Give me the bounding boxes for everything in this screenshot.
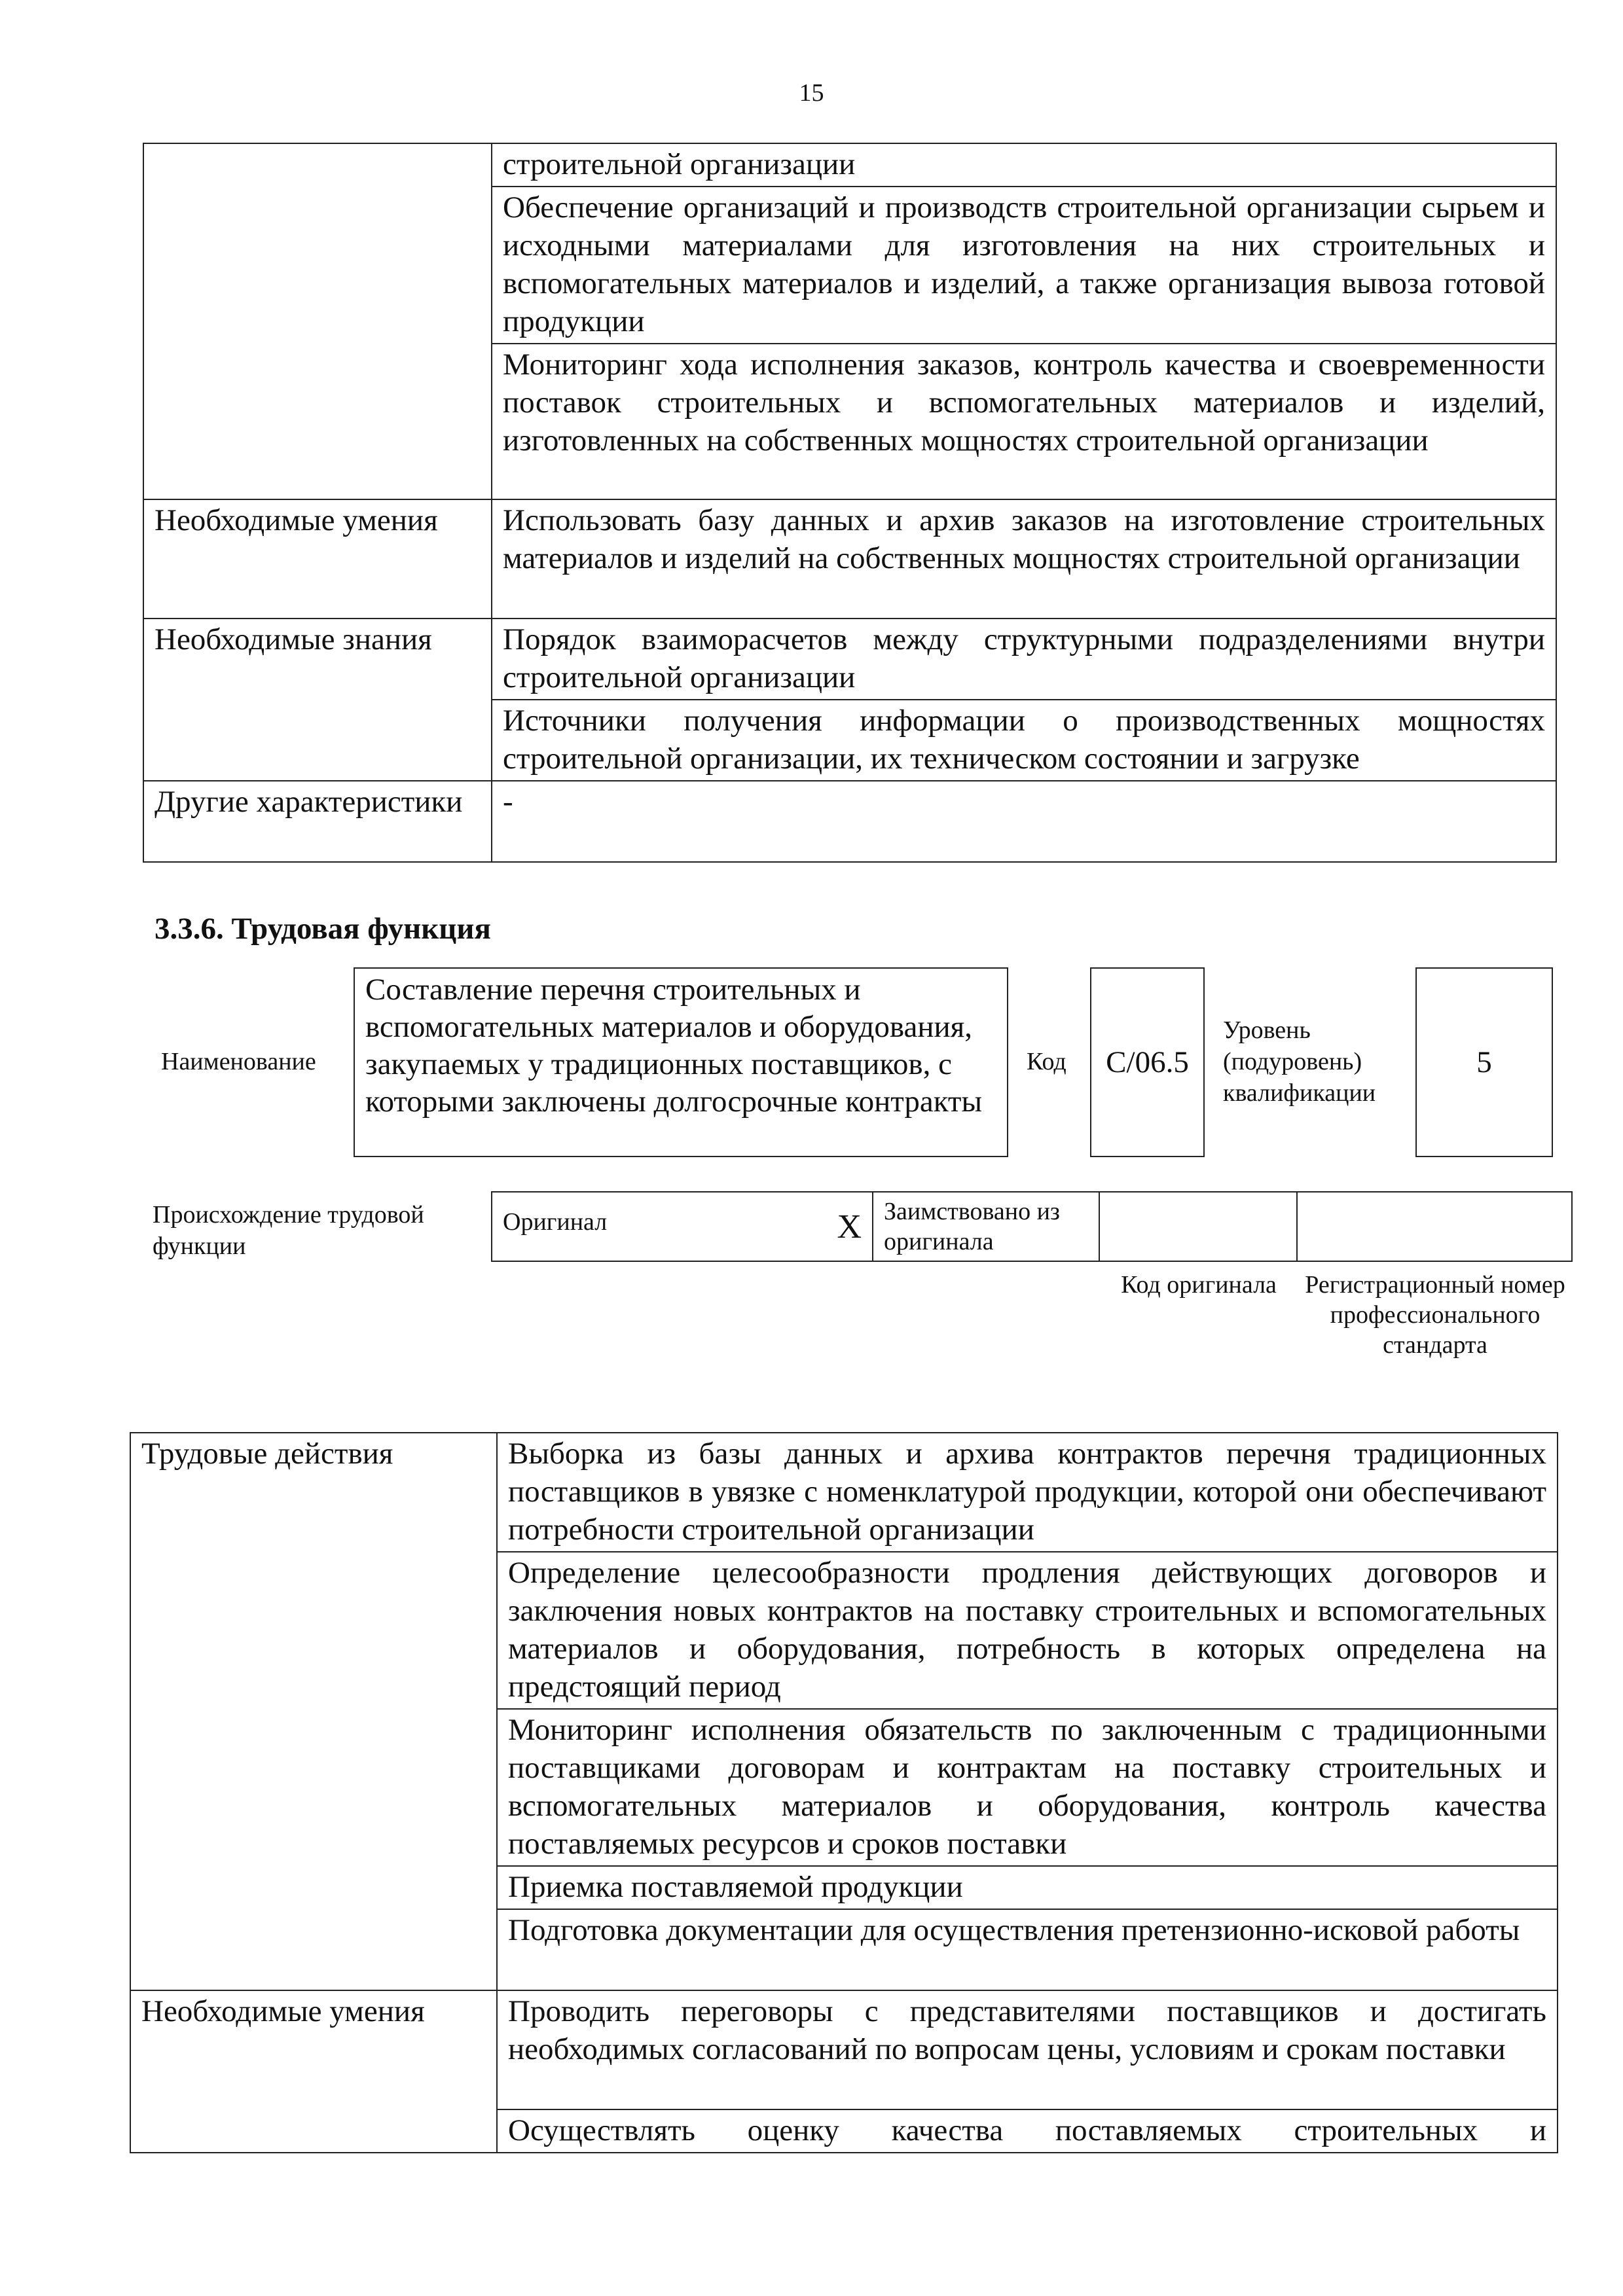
table-cell: Обеспечение организаций и производств строительной организации сырьем и исходными материалами для изготовления на них строительных и вспомогательных материалов и изделий, а также организация вывоза готовой продукции	[492, 187, 1556, 344]
origin-original: Оригинал	[503, 1208, 608, 1236]
level-label: Уровень (подуровень) квалификации	[1223, 1016, 1376, 1107]
table-row	[143, 619, 1556, 700]
origin-original-cell	[492, 1192, 873, 1261]
code-value-box	[1090, 967, 1205, 1157]
row-label-other: Другие характеристики	[143, 781, 492, 862]
table-cell: Выборка из базы данных и архива контрактов перечня традиционных поставщиков в увязке с номенклатурой продукции, которой они обеспечивают потребности строительной организации	[497, 1433, 1558, 1552]
table-row	[143, 781, 1556, 862]
row-label-actions: Трудовые действия	[130, 1433, 497, 1990]
table-row	[130, 1433, 1558, 1552]
page-number: 15	[799, 79, 824, 107]
section-title: 3.3.6. Трудовая функция	[155, 912, 491, 946]
table-cell: Проводить переговоры с представителями поставщиков и достигать необходимых согласований по вопросам цены, условиям и срокам поставки	[497, 1990, 1558, 2109]
table-cell: Приемка поставляемой продукции	[497, 1866, 1558, 1909]
origin-label: Происхождение трудовой функции	[153, 1201, 424, 1260]
level-value-box	[1415, 967, 1553, 1157]
code-label: Код	[1027, 1048, 1067, 1075]
code-value: C/06.5	[1106, 1045, 1189, 1079]
table-row	[143, 499, 1556, 619]
table-cell: Мониторинг исполнения обязательств по заключенным с традиционными поставщиками договорам и контрактам на поставку строительных и вспомогательных материалов и оборудования, контроль качества поставляемых ресурсов и сроков поставки	[497, 1709, 1558, 1866]
origin-code-cell	[1099, 1192, 1297, 1261]
row-label-skills: Необходимые умения	[130, 1990, 497, 2153]
table-cell: Осуществлять оценку качества поставляемых строительных и	[497, 2109, 1558, 2153]
name-label: Наименование	[161, 1048, 316, 1075]
table-cell: Мониторинг хода исполнения заказов, контроль качества и своевременности поставок строительных и вспомогательных материалов и изделий, изготовленных на собственных мощностях строительной организации	[492, 344, 1556, 499]
origin-borrowed: Заимствовано из оригинала	[873, 1192, 1099, 1261]
registration-caption: Регистрационный номер профессионального стандарта	[1305, 1271, 1565, 1359]
table-cell: Подготовка документации для осуществления претензионно-исковой работы	[497, 1909, 1558, 1990]
origin-table	[491, 1191, 1573, 1262]
table-cell: Порядок взаиморасчетов между структурными подразделениями внутри строительной организации	[492, 619, 1556, 700]
level-value: 5	[1476, 1045, 1492, 1079]
table-row	[130, 1990, 1558, 2109]
origin-reg-cell	[1297, 1192, 1572, 1261]
table-row	[492, 1192, 1572, 1261]
name-value: Составление перечня строительных и вспомогательных материалов и оборудования, закупаемых у традиционных поставщиков, с которыми заключены долгосрочные контракты	[365, 973, 983, 1119]
origin-mark: X	[837, 1208, 862, 1246]
table-continuation	[143, 143, 1557, 863]
row-label-knowledge: Необходимые знания	[143, 619, 492, 781]
table-row	[143, 143, 1556, 187]
row-label	[143, 143, 492, 499]
table-cell: Определение целесообразности продления действующих договоров и заключения новых контрактов на поставку строительных и вспомогательных материалов и оборудования, потребность в которых определена на предстоящий период	[497, 1552, 1558, 1709]
name-value-box	[354, 967, 1008, 1157]
table-labour-actions	[130, 1432, 1558, 2153]
code-original-caption: Код оригинала	[1121, 1271, 1277, 1299]
table-cell: -	[492, 781, 1556, 862]
table-cell: Источники получения информации о производственных мощностях строительной организации, их техническом состоянии и загрузке	[492, 700, 1556, 781]
row-label-skills: Необходимые умения	[143, 499, 492, 619]
table-cell: Использовать базу данных и архив заказов на изготовление строительных материалов и изделий на собственных мощностях строительной организации	[492, 499, 1556, 619]
table-cell: строительной организации	[492, 143, 1556, 187]
